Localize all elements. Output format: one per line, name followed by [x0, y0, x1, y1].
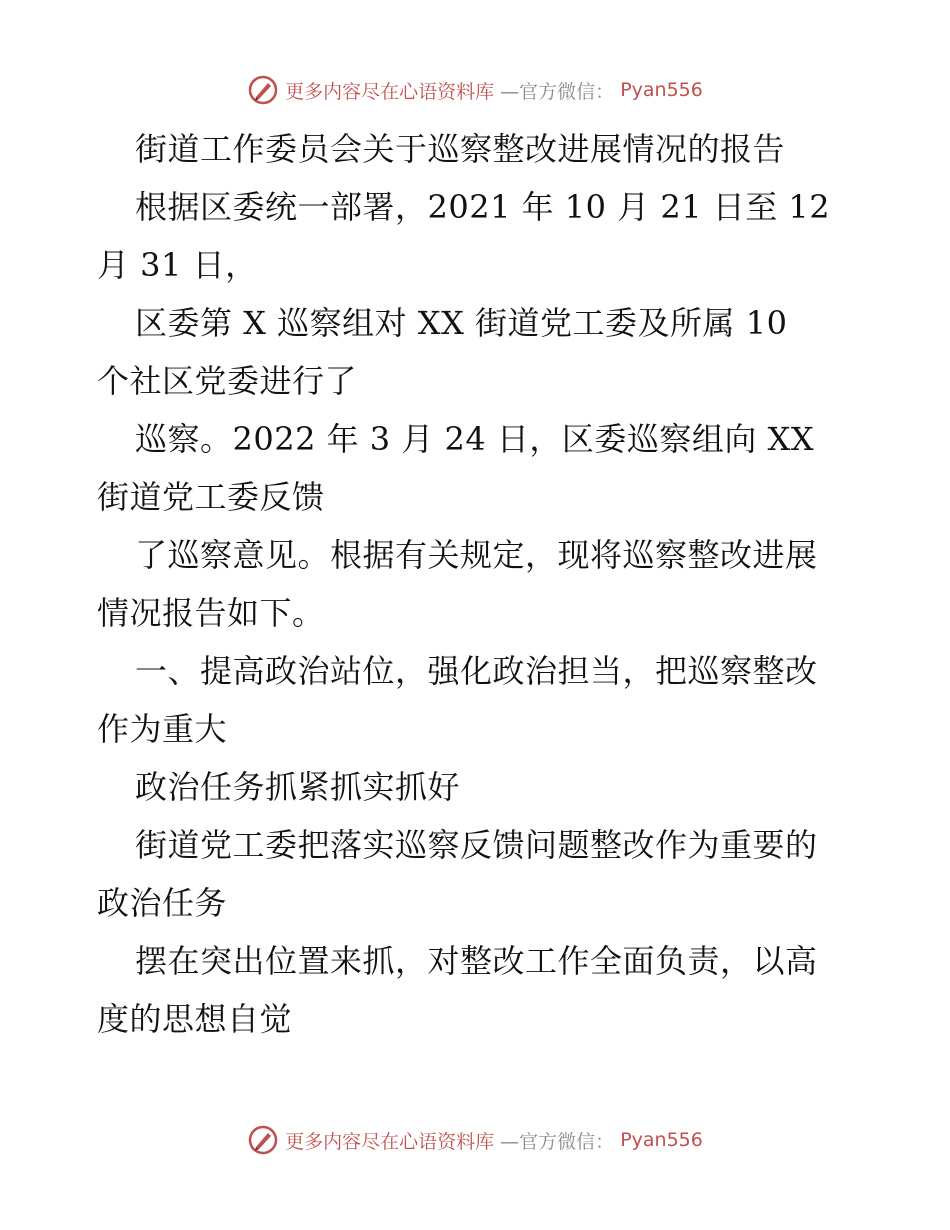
watermark-wechat-label: —官方微信： — [500, 80, 615, 103]
watermark-wechat-label: —官方微信： — [500, 1130, 615, 1153]
paragraph-line: 政治任务 — [97, 884, 228, 922]
paragraph-line: 个社区党委进行了 — [97, 362, 358, 400]
section-heading-line: 作为重大 — [97, 710, 228, 748]
paragraph-line: 根据区委统一部署，2021 年 10 月 21 日至 12 — [135, 188, 831, 226]
paragraph-line: 街道党工委把落实巡察反馈问题整改作为重要的 — [135, 826, 818, 864]
paragraph-line: 摆在突出位置来抓，对整改工作全面负责，以高 — [135, 942, 818, 980]
paragraph-line: 巡察。2022 年 3 月 24 日，区委巡察组向 XX — [135, 420, 815, 458]
paragraph-line: 情况报告如下。 — [97, 594, 325, 632]
paragraph-line: 月 31 日， — [97, 246, 258, 284]
document-title: 街道工作委员会关于巡察整改进展情况的报告 — [135, 130, 786, 168]
paragraph-line: 街道党工委反馈 — [97, 478, 325, 516]
paragraph-line: 了巡察意见。根据有关规定，现将巡察整改进展 — [135, 536, 818, 574]
watermark-wechat-id: Pyan556 — [620, 79, 703, 101]
paragraph-line: 度的思想自觉 — [97, 1000, 293, 1038]
section-heading-line: 一、提高政治站位，强化政治担当，把巡察整改 — [135, 652, 818, 690]
watermark-wechat-id: Pyan556 — [620, 1129, 703, 1151]
footer-watermark — [0, 1124, 950, 1156]
watermark-site-text: 更多内容尽在心语资料库 — [285, 80, 495, 103]
header-watermark — [0, 74, 950, 106]
pen-logo-icon — [247, 1124, 279, 1156]
watermark-site-text: 更多内容尽在心语资料库 — [285, 1130, 495, 1153]
paragraph-line: 区委第 X 巡察组对 XX 街道党工委及所属 10 — [135, 304, 788, 342]
pen-logo-icon — [247, 74, 279, 106]
document-body — [97, 120, 857, 1048]
section-heading-line: 政治任务抓紧抓实抓好 — [135, 768, 461, 806]
